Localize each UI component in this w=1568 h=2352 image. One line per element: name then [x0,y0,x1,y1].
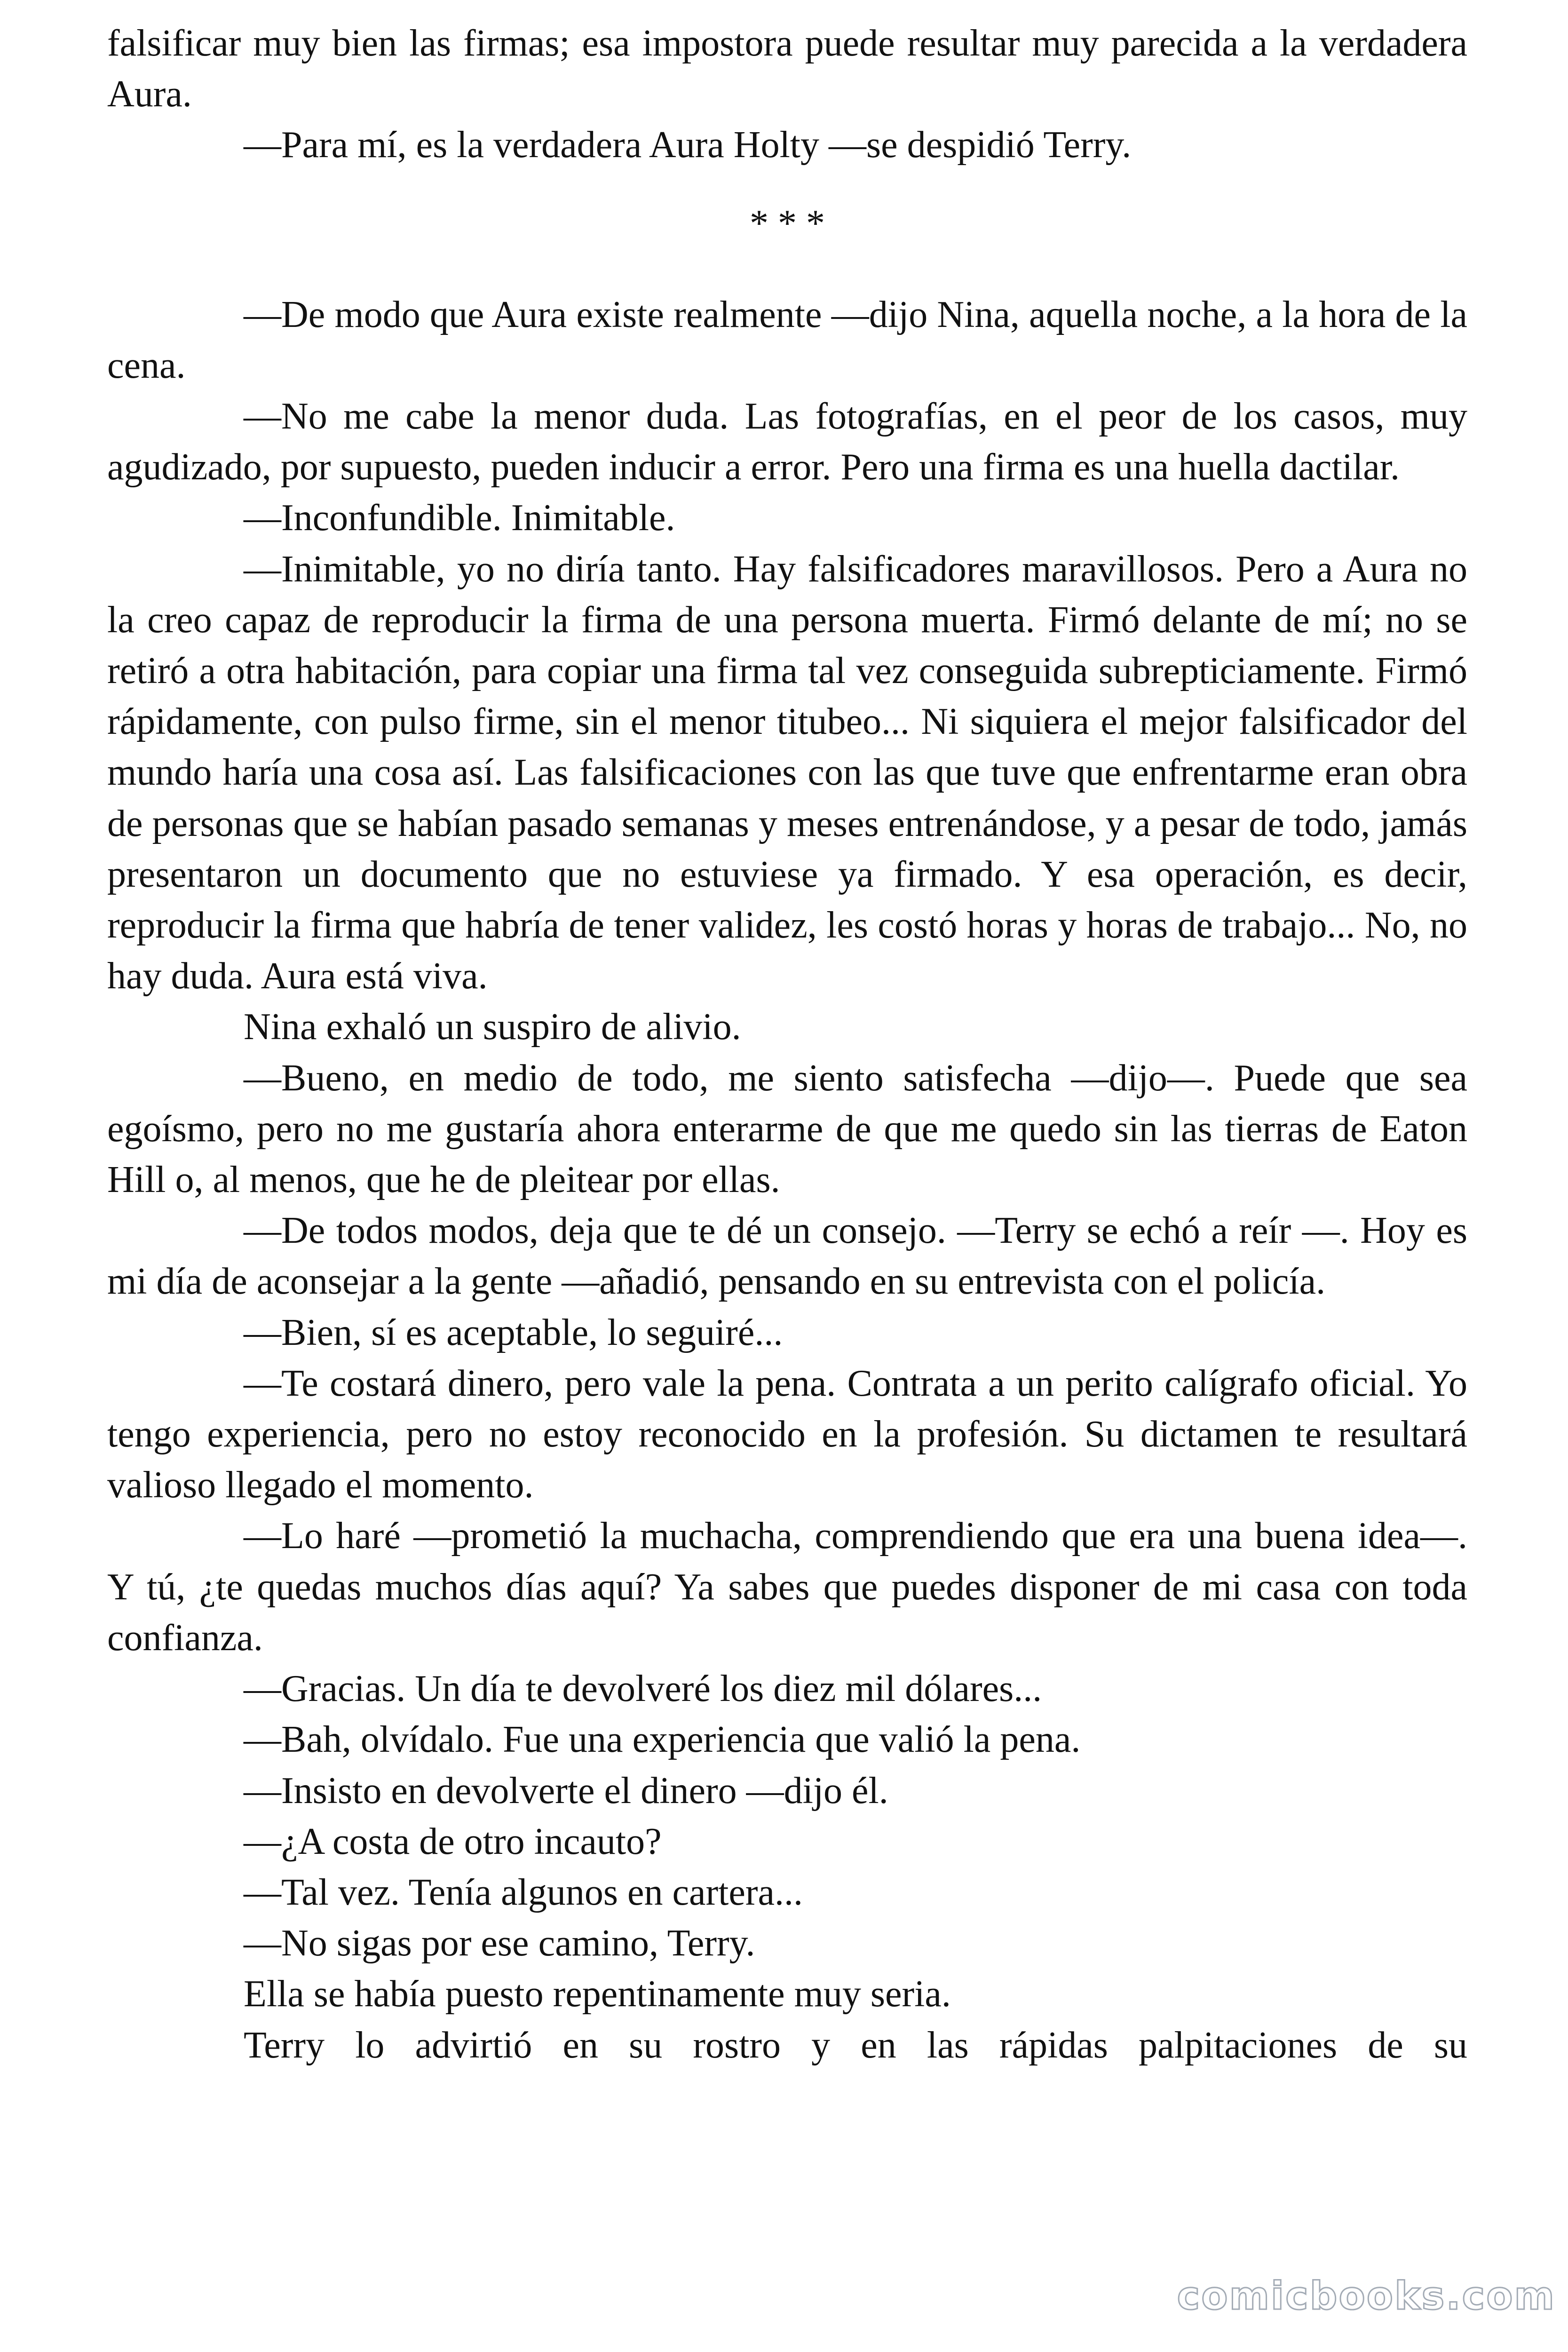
paragraph: —De todos modos, deja que te dé un consejo. —Terry se echó a reír —. Hoy es mi día de aconsejar a la gente —añadió, pensando en su entrevista con el policía. [107,1210,1467,1303]
paragraph: —De modo que Aura existe realmente —dijo Nina, aquella noche, a la hora de la cena. [107,294,1467,386]
paragraph: Ella se había puesto repentinamente muy seria. [244,1973,951,2015]
paragraph: —Tal vez. Tenía algunos en cartera... [244,1871,803,1913]
paragraph: —Inimitable, yo no diría tanto. Hay falsificadores maravillosos. Pero a Aura no la creo capaz de reproducir la firma de una persona muerta. Firmó delante de mí; no se retiró a otra habitación, para copiar una firma tal vez conseguida subrepticiamente. Firmó rápidamente, con pulso firme, sin el menor titubeo... Ni siquiera el mejor falsificador del mundo haría una cosa así. Las falsificaciones con las que tuve que enfrentarme eran obra de personas que se habían pasado semanas y meses entrenándose, y a pesar de todo, jamás presentaron un documento que no estuviese ya firmado. Y esa operación, es decir, reproducir la firma que habría de tener validez, les costó horas y horas de trabajo... No, no hay duda. Aura está viva. [107,548,1467,997]
paragraph: —Bueno, en medio de todo, me siento satisfecha —dijo—. Puede que sea egoísmo, pero no me gustaría ahora enterarme de que me quedo sin las tierras de Eaton Hill o, al menos, que he de pleitear por ellas. [107,1057,1467,1201]
paragraph: —Gracias. Un día te devolveré los diez mil dólares... [244,1668,1042,1710]
paragraph: —Inconfundible. Inimitable. [244,497,675,539]
watermark-logo: comicbooks.com [1177,2274,1556,2319]
paragraph: —Bien, sí es aceptable, lo seguiré... [244,1311,783,1353]
paragraph: —No sigas por ese camino, Terry. [244,1923,755,1964]
paragraph: —Insisto en devolverte el dinero —dijo él. [244,1770,888,1812]
paragraph: Nina exhaló un suspiro de alivio. [244,1006,741,1048]
paragraph-continues: Terry lo advirtió en su rostro y en las rápidas palpitaciones de su [244,2024,1467,2066]
scene-break: * * * [750,202,825,244]
paragraph: —Lo haré —prometió la muchacha, comprendiendo que era una buena idea—. Y tú, ¿te quedas muchos días aquí? Ya sabes que puedes disponer de mi casa con toda confianza. [107,1515,1467,1659]
paragraph: —No me cabe la menor duda. Las fotografías, en el peor de los casos, muy agudizado, por supuesto, pueden inducir a error. Pero una firma es una huella dactilar. [107,396,1467,488]
paragraph: falsificar muy bien las firmas; esa impostora puede resultar muy parecida a la verdadera Aura. [107,23,1467,115]
text-column [107,18,1467,2071]
paragraph: —¿A costa de otro incauto? [244,1820,662,1862]
paragraph: —Te costará dinero, pero vale la pena. Contrata a un perito calígrafo oficial. Yo tengo experiencia, pero no estoy reconocido en la profesión. Su dictamen te resultará valioso llegado el momento. [107,1362,1467,1506]
paragraph: —Para mí, es la verdadera Aura Holty —se despidió Terry. [244,124,1132,166]
paragraph: —Bah, olvídalo. Fue una experiencia que valió la pena. [244,1719,1081,1761]
